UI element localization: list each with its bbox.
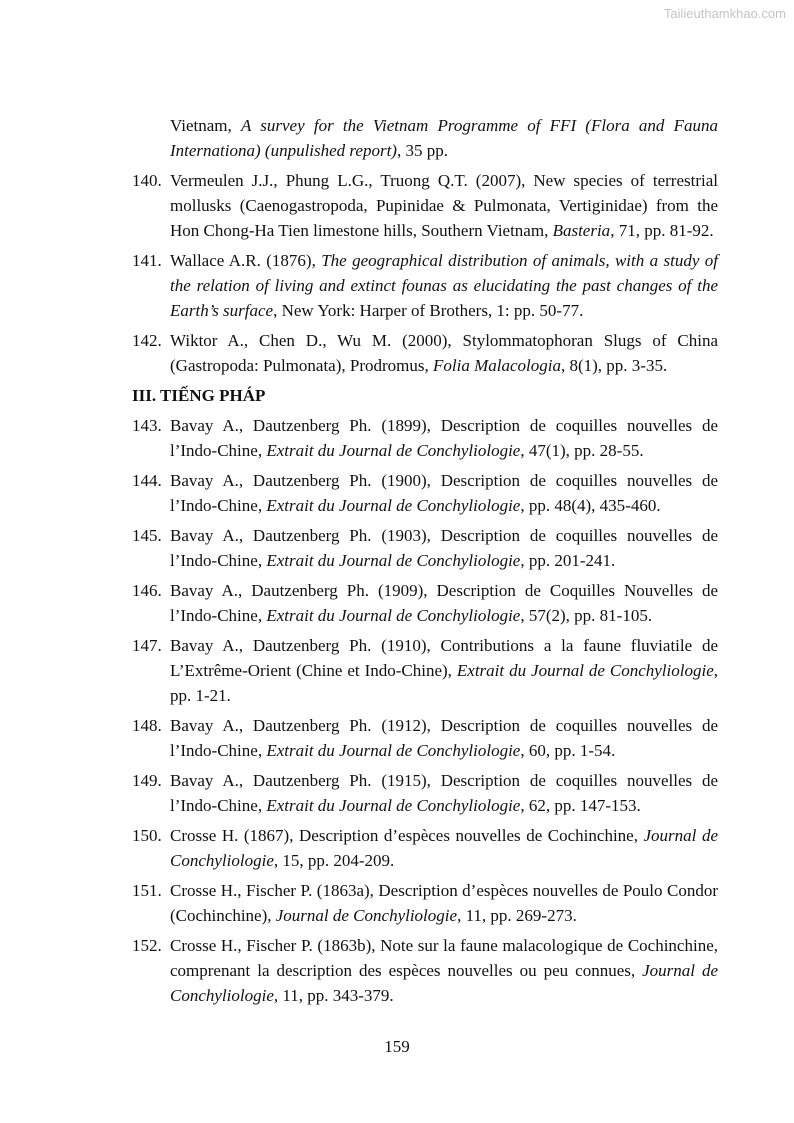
reference-number: 142.: [132, 331, 162, 350]
ref-italic: Extrait du Journal de Conchyliologie: [266, 606, 521, 625]
ref-text: Crosse H., Fischer P. (1863a), Description d’espèces nouvelles de Poulo Condor (Cochinchine),: [170, 881, 718, 925]
references-group-b: [132, 413, 718, 1008]
reference-number: 147.: [132, 636, 162, 655]
reference-item: [132, 878, 718, 928]
reference-item: [132, 768, 718, 818]
references-group-a: [132, 168, 718, 378]
reference-body: [170, 823, 718, 873]
ref-italic: Extrait du Journal de Conchyliologie: [266, 441, 521, 460]
reference-body: [170, 713, 718, 763]
reference-body: [170, 468, 718, 518]
ref-italic: A survey for the Vietnam Programme of FFI (Flora and Fauna Internationa) (unpulished report): [170, 116, 718, 160]
reference-number: 140.: [132, 171, 162, 190]
ref-italic: Journal de Conchyliologie: [275, 906, 458, 925]
ref-text-end: , 47(1), pp. 28-55.: [520, 441, 644, 460]
page-number: 159: [384, 1037, 410, 1056]
ref-text-end: , 15, pp. 204-209.: [273, 851, 395, 870]
reference-continuation: [170, 113, 718, 163]
reference-number: 144.: [132, 471, 162, 490]
reference-item: [132, 328, 718, 378]
reference-number: 146.: [132, 581, 162, 600]
reference-item: [132, 578, 718, 628]
ref-text: Bavay A., Dautzenberg Ph. (1910), Contributions a la faune fluviatile de L’Extrême-Orient (Chine et Indo-Chine),: [170, 636, 718, 680]
ref-text: Bavay A., Dautzenberg Ph. (1899), Description de coquilles nouvelles de l’Indo-Chine,: [170, 416, 718, 460]
ref-text-end: , 62, pp. 147-153.: [520, 796, 641, 815]
watermark: Tailieuthamkhao.com: [663, 6, 786, 21]
section-heading: III. TIẾNG PHÁP: [132, 386, 266, 405]
reference-number: 152.: [132, 936, 162, 955]
ref-text: Wiktor A., Chen D., Wu M. (2000), Stylommatophoran Slugs of China (Gastropoda: Pulmonata), Prodromus,: [170, 331, 718, 375]
reference-item: [132, 633, 718, 708]
reference-body: [170, 578, 718, 628]
ref-text: Bavay A., Dautzenberg Ph. (1912), Description de coquilles nouvelles de l’Indo-Chine,: [170, 716, 718, 760]
reference-body: [170, 878, 718, 928]
reference-list: [132, 113, 718, 1013]
ref-text: Bavay A., Dautzenberg Ph. (1903), Description de coquilles nouvelles de l’Indo-Chine,: [170, 526, 718, 570]
ref-italic: Folia Malacologia: [433, 356, 561, 375]
reference-number: 141.: [132, 251, 162, 270]
ref-italic: Extrait du Journal de Conchyliologie: [266, 496, 521, 515]
reference-body: [170, 633, 718, 708]
reference-body: [170, 933, 718, 1008]
ref-text-end: , 8(1), pp. 3-35.: [560, 356, 668, 375]
reference-body: [170, 248, 718, 323]
reference-number: 149.: [132, 771, 162, 790]
ref-text-end: , pp. 1-21.: [170, 661, 718, 705]
reference-body: [170, 523, 718, 573]
ref-text-end: , pp. 201-241.: [520, 551, 616, 570]
reference-item: [132, 168, 718, 243]
ref-text-end: , 35 pp.: [396, 141, 448, 160]
reference-item: [132, 823, 718, 873]
reference-item: [132, 713, 718, 763]
reference-body: [170, 768, 718, 818]
ref-italic: Journal de Conchyliologie: [170, 961, 719, 1005]
ref-italic: Extrait du Journal de Conchyliologie: [266, 796, 521, 815]
ref-text-end: , pp. 48(4), 435-460.: [520, 496, 661, 515]
ref-italic: Basteria: [552, 221, 611, 240]
ref-text-end: , 57(2), pp. 81-105.: [520, 606, 653, 625]
ref-text: Wallace A.R. (1876),: [170, 251, 322, 270]
reference-body: [170, 168, 718, 243]
ref-text-end: , 71, pp. 81-92.: [610, 221, 714, 240]
ref-text-end: , New York: Harper of Brothers, 1: pp. 50-77.: [273, 301, 584, 320]
ref-text: Crosse H. (1867), Description d’espèces nouvelles de Cochinchine,: [170, 826, 644, 845]
ref-text-end: , 11, pp. 269-273.: [457, 906, 577, 925]
ref-text-end: , 11, pp. 343-379.: [273, 986, 394, 1005]
reference-item: [132, 413, 718, 463]
ref-text: Bavay A., Dautzenberg Ph. (1909), Description de Coquilles Nouvelles de l’Indo-Chine,: [170, 581, 718, 625]
ref-text: Crosse H., Fischer P. (1863b), Note sur la faune malacologique de Cochinchine, comprenant la description des espèces nouvelles ou peu connues,: [170, 936, 718, 980]
reference-number: 143.: [132, 416, 162, 435]
reference-number: 151.: [132, 881, 162, 900]
reference-number: 150.: [132, 826, 162, 845]
ref-text-end: , 60, pp. 1-54.: [520, 741, 616, 760]
ref-italic: Extrait du Journal de Conchyliologie: [266, 741, 521, 760]
reference-number: 148.: [132, 716, 162, 735]
ref-italic: The geographical distribution of animals, with a study of the relation of living and extinct founas as elucidating the past changes of the Earth’s surface: [170, 251, 718, 320]
ref-text: Bavay A., Dautzenberg Ph. (1900), Description de coquilles nouvelles de l’Indo-Chine,: [170, 471, 718, 515]
reference-body: [170, 328, 718, 378]
ref-text: Vietnam,: [170, 116, 241, 135]
reference-item: [132, 248, 718, 323]
reference-number: 145.: [132, 526, 162, 545]
ref-text: Vermeulen J.J., Phung L.G., Truong Q.T. (2007), New species of terrestrial mollusks (Caenogastropoda, Pupinidae & Pulmonata, Vertiginidae) from the Hon Chong-Ha Tien limestone hills, Southern Vietnam,: [170, 171, 718, 240]
ref-italic: Extrait du Journal de Conchyliologie: [456, 661, 714, 680]
ref-text: Bavay A., Dautzenberg Ph. (1915), Description de coquilles nouvelles de l’Indo-Chine,: [170, 771, 718, 815]
ref-italic: Extrait du Journal de Conchyliologie: [266, 551, 521, 570]
reference-item: [132, 468, 718, 518]
reference-item: [132, 523, 718, 573]
reference-body: [170, 413, 718, 463]
ref-italic: Journal de Conchyliologie: [170, 826, 718, 870]
reference-item: [132, 933, 718, 1008]
